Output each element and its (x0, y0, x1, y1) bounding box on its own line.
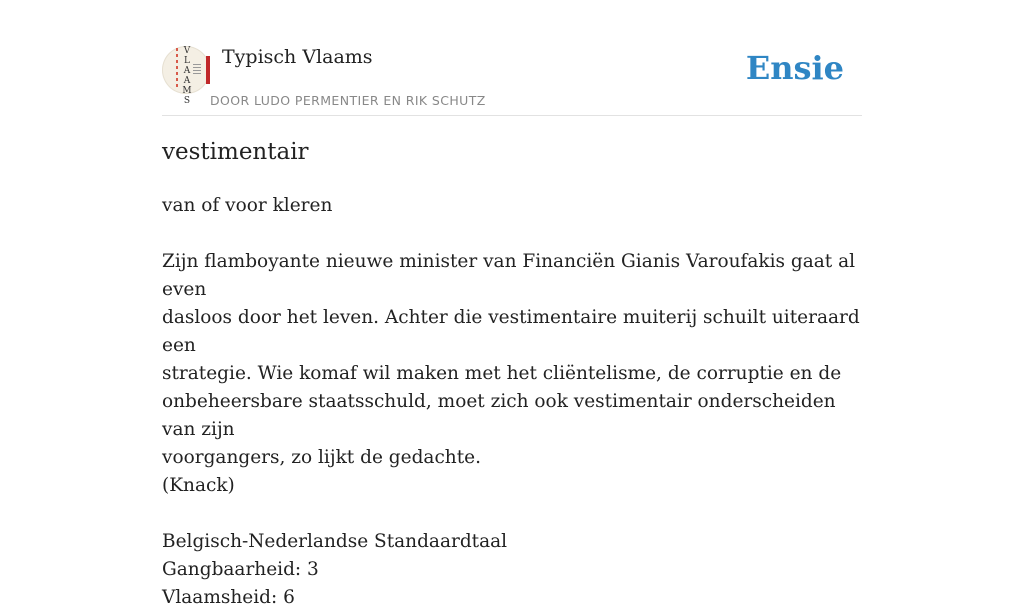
quote-line: strategie. Wie komaf wil maken met het cliëntelisme, de corruptie en de (162, 363, 842, 384)
quote-line: voorgangers, zo lijkt de gedachte. (162, 447, 481, 468)
logo-letter: A (183, 76, 191, 86)
header (162, 0, 862, 116)
quote-line: dasloos door het leven. Achter die vestimentaire muiterij schuilt uiteraard een (162, 307, 860, 356)
logo-letter: A (183, 66, 191, 76)
logo-fine-print (193, 64, 201, 76)
logo-letter: M (182, 86, 192, 96)
entry-body (162, 192, 862, 612)
quote-line: onbeheersbare staatsschuld, moet zich ook vestimentair onderscheiden van zijn (162, 391, 836, 440)
logo-letter: V (183, 46, 191, 56)
ensie-logo-link[interactable]: Ensie (745, 49, 844, 87)
logo-letters (182, 46, 192, 106)
entry-definition: van of voor kleren (162, 195, 333, 216)
spacer (162, 500, 862, 528)
quote-line: Zijn flamboyante nieuwe minister van Financiën Gianis Varoufakis gaat al even (162, 251, 856, 300)
spacer (162, 220, 862, 248)
entry-title: vestimentair (162, 139, 309, 165)
brand-name[interactable]: Typisch Vlaams (222, 46, 373, 68)
entry-gangbaarheid: Gangbaarheid: 3 (162, 559, 319, 580)
logo-red-marks (176, 48, 178, 90)
logo-letter: S (183, 96, 191, 106)
quote-source: (Knack) (162, 475, 235, 496)
logo-red-stripe (206, 56, 210, 84)
authors-byline: DOOR LUDO PERMENTIER EN RIK SCHUTZ (210, 93, 486, 108)
content-container (162, 0, 862, 608)
typisch-vlaams-logo[interactable] (162, 46, 210, 106)
entry-vlaamsheid: Vlaamsheid: 6 (162, 587, 295, 608)
entry-register: Belgisch-Nederlandse Standaardtaal (162, 531, 508, 552)
logo-letter: L (184, 56, 190, 66)
